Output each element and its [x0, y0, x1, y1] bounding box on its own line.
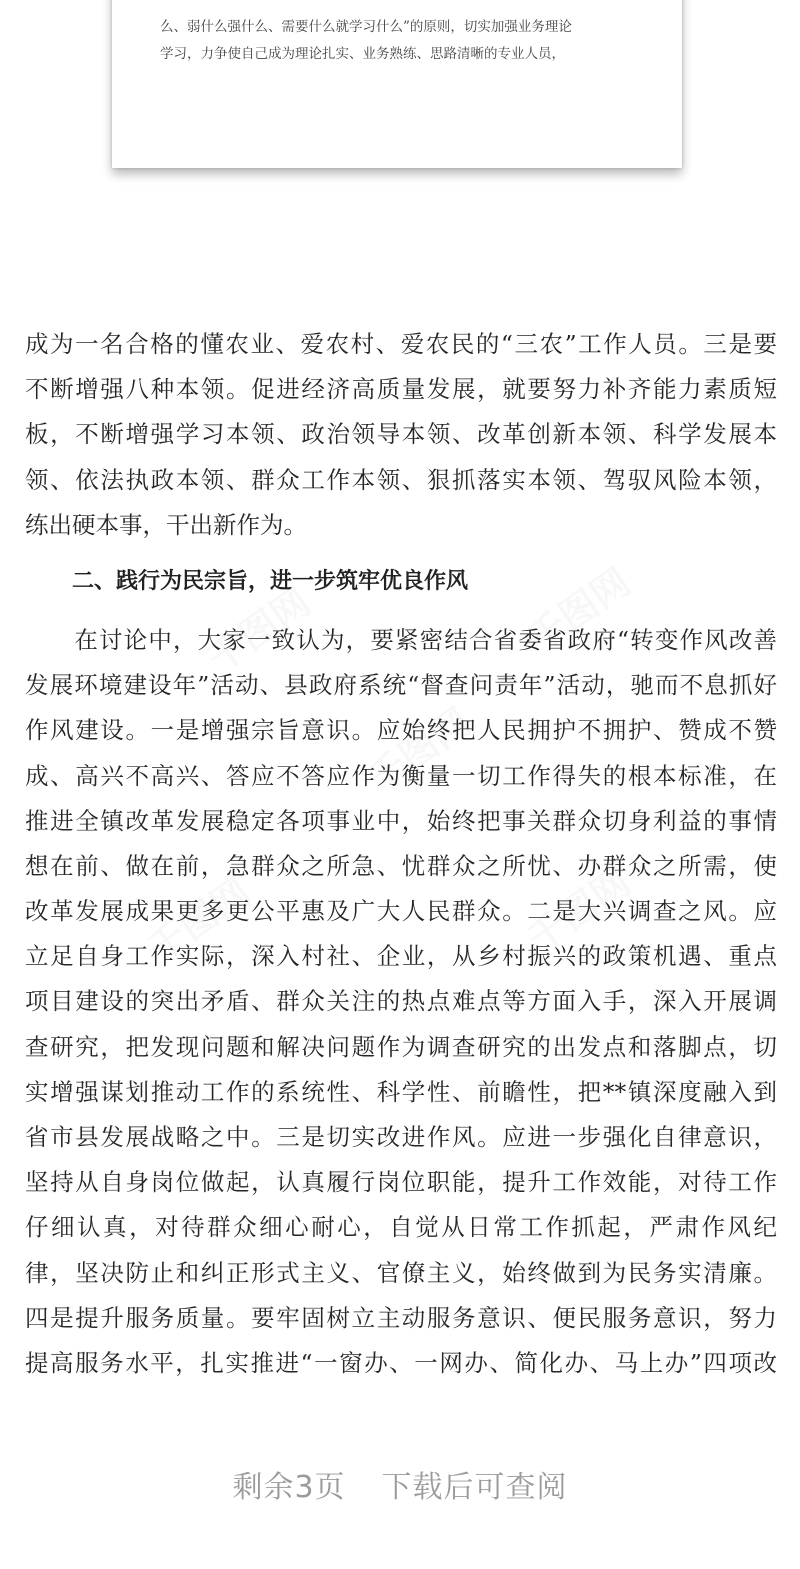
- document-page: [25, 322, 777, 1386]
- text-line: 律，坚决防止和纠正形式主义、官僚主义，始终做到为民务实清廉。: [25, 1258, 777, 1287]
- text-line: 提高服务水平，扎实推进“一窗办、一网办、简化办、马上办”四项改: [25, 1348, 777, 1377]
- text-line: 练出硬本事，干出新作为。: [25, 510, 307, 539]
- download-prompt[interactable]: [0, 1462, 800, 1506]
- text-line: 想在前、做在前，急群众之所急、忧群众之所忧、办群众之所需，使: [25, 851, 777, 880]
- text-line: 发展环境建设年”活动、县政府系统“督查问责年”活动，驰而不息抓好: [25, 671, 777, 700]
- text-line: 成、高兴不高兴、答应不答应作为衡量一切工作得失的根本标准，在: [25, 761, 777, 790]
- preview-line: 么、弱什么强什么、需要什么就学习什么”的原则，切实加强业务理论: [160, 19, 572, 35]
- watermark: 千图网: [199, 579, 319, 682]
- text-line: 项目建设的突出矛盾、群众关注的热点难点等方面入手，深入开展调: [25, 987, 777, 1016]
- text-line: 不断增强八种本领。促进经济高质量发展，就要努力补齐能力素质短: [25, 375, 777, 404]
- text-line: 省市县发展战略之中。三是切实改进作风。应进一步强化自律意识，: [25, 1123, 777, 1151]
- text-line: 改革发展成果更多更公平惠及广大人民群众。二是大兴调查之风。应: [25, 897, 777, 926]
- text-line: 查研究，把发现问题和解决问题作为调查研究的出发点和落脚点，切: [25, 1032, 777, 1061]
- text-line: 仔细认真，对待群众细心耐心，自觉从日常工作抓起，严肃作风纪: [25, 1213, 777, 1242]
- text-line: 成为一名合格的懂农业、爱农村、爱农民的“三农”工作人员。三是要: [25, 330, 777, 358]
- paragraph-2: [25, 618, 777, 1386]
- text-line: 推进全镇改革发展稳定各项事业中，始终把事关群众切身利益的事情: [25, 806, 777, 835]
- download-hint-label: 下载后可查阅: [381, 1470, 568, 1505]
- text-line: 作风建设。一是增强宗旨意识。应始终把人民拥护不拥护、赞成不赞: [25, 716, 777, 745]
- text-line: 立足自身工作实际，深入村社、企业，从乡村振兴的政策机遇、重点: [25, 942, 777, 971]
- previous-page-preview: [112, 0, 682, 168]
- text-line: 领、依法执政本领、群众工作本领、狠抓落实本领、驾驭风险本领，: [25, 465, 777, 494]
- paragraph-1: [25, 322, 777, 548]
- preview-line: 学习，力争使自己成为理论扎实、业务熟练、思路清晰的专业人员，: [160, 46, 565, 62]
- text-line: 四是提升服务质量。要牢固树立主动服务意识、便民服务意识，努力: [25, 1303, 777, 1332]
- watermark: 千图网: [519, 859, 639, 962]
- text-line: 在讨论中，大家一致认为，要紧密结合省委省政府“转变作风改善: [25, 625, 777, 654]
- section-heading: 二、践行为民宗旨，进一步筑牢优良作风: [72, 568, 469, 594]
- watermark: 千图网: [359, 699, 479, 802]
- preview-text: [160, 0, 640, 68]
- text-line: 实增强谋划推动工作的系统性、科学性、前瞻性，把**镇深度融入到: [25, 1077, 777, 1106]
- remaining-pages-label: 剩余3页: [232, 1470, 346, 1505]
- watermark: 千图网: [139, 869, 259, 972]
- text-line: 板，不断增强学习本领、政治领导本领、改革创新本领、科学发展本: [25, 420, 777, 449]
- text-line: 坚持从自身岗位做起，认真履行岗位职能，提升工作效能，对待工作: [25, 1168, 777, 1197]
- watermark: 千图网: [519, 559, 639, 662]
